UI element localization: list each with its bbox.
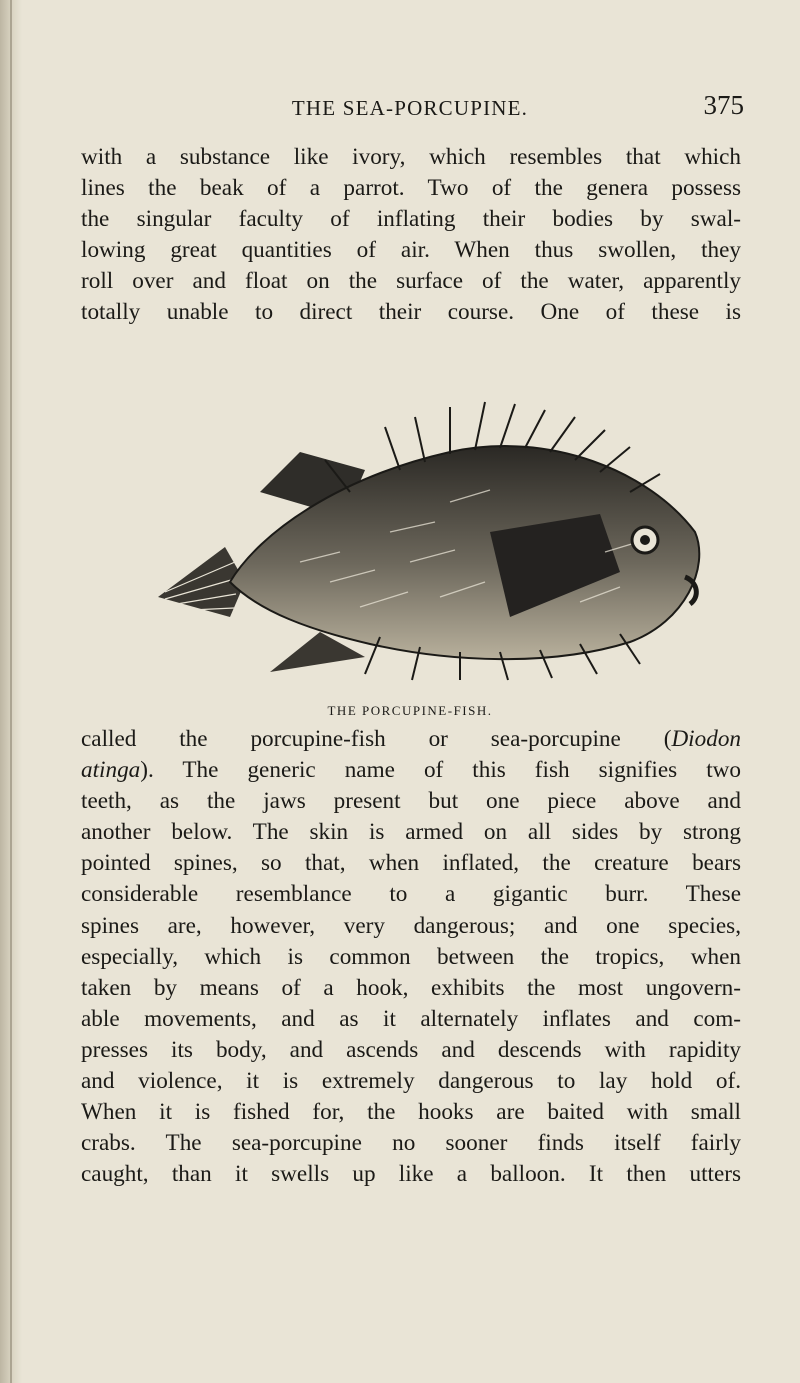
text-line: with a substance like ivory, which resembles that which xyxy=(81,144,741,170)
text-segment: called the porcupine-fish or sea-porcupine ( xyxy=(81,726,672,752)
running-head xyxy=(80,90,744,130)
text-line: caught, than it swells up like a balloon. It then utters xyxy=(81,1161,741,1188)
text-line: crabs. The sea-porcupine no sooner finds itself fairly xyxy=(81,1130,741,1157)
text-line xyxy=(81,755,741,786)
text-line: presses its body, and ascends and descends with rapidity xyxy=(81,1036,741,1063)
text-line: considerable resemblance to a gigantic burr. These xyxy=(81,881,741,908)
figure-caption: THE PORCUPINE-FISH. xyxy=(327,703,493,718)
porcupine-fish-illustration xyxy=(150,382,710,682)
text-line: especially, which is common between the tropics, when xyxy=(81,943,741,970)
page-number: 375 xyxy=(703,90,744,120)
text-line: When it is fished for, the hooks are baited with small xyxy=(81,1099,741,1126)
text-line: and violence, it is extremely dangerous to lay hold of. xyxy=(81,1068,741,1095)
text-line: lines the beak of a parrot. Two of the genera possess xyxy=(81,175,741,202)
text-line: able movements, and as it alternately inflates and com- xyxy=(81,1005,741,1032)
text-line: teeth, as the jaws present but one piece above and xyxy=(81,788,741,815)
text-line: spines are, however, very dangerous; and one species, xyxy=(81,912,741,939)
paragraph-bottom xyxy=(81,724,741,1190)
running-title: THE SEA-PORCUPINE. xyxy=(291,96,529,120)
text-line xyxy=(81,724,741,755)
text-line: taken by means of a hook, exhibits the most ungovern- xyxy=(81,974,741,1001)
gutter-line xyxy=(10,0,12,1383)
italic-species: atinga xyxy=(81,757,141,784)
paragraph-top xyxy=(81,142,741,329)
text-line: another below. The skin is armed on all sides by strong xyxy=(81,819,741,846)
text-line: the singular faculty of inflating their bodies by swal- xyxy=(81,206,741,233)
text-line: pointed spines, so that, when inflated, the creature bears xyxy=(81,850,741,877)
italic-genus: Diodon xyxy=(671,726,741,752)
text-segment: ). The generic name of this fish signifies two xyxy=(140,757,741,784)
text-line: lowing great quantities of air. When thus swollen, they xyxy=(81,237,741,264)
text-line: totally unable to direct their course. One of these is xyxy=(81,299,741,326)
text-line: roll over and float on the surface of the water, apparently xyxy=(81,268,741,295)
